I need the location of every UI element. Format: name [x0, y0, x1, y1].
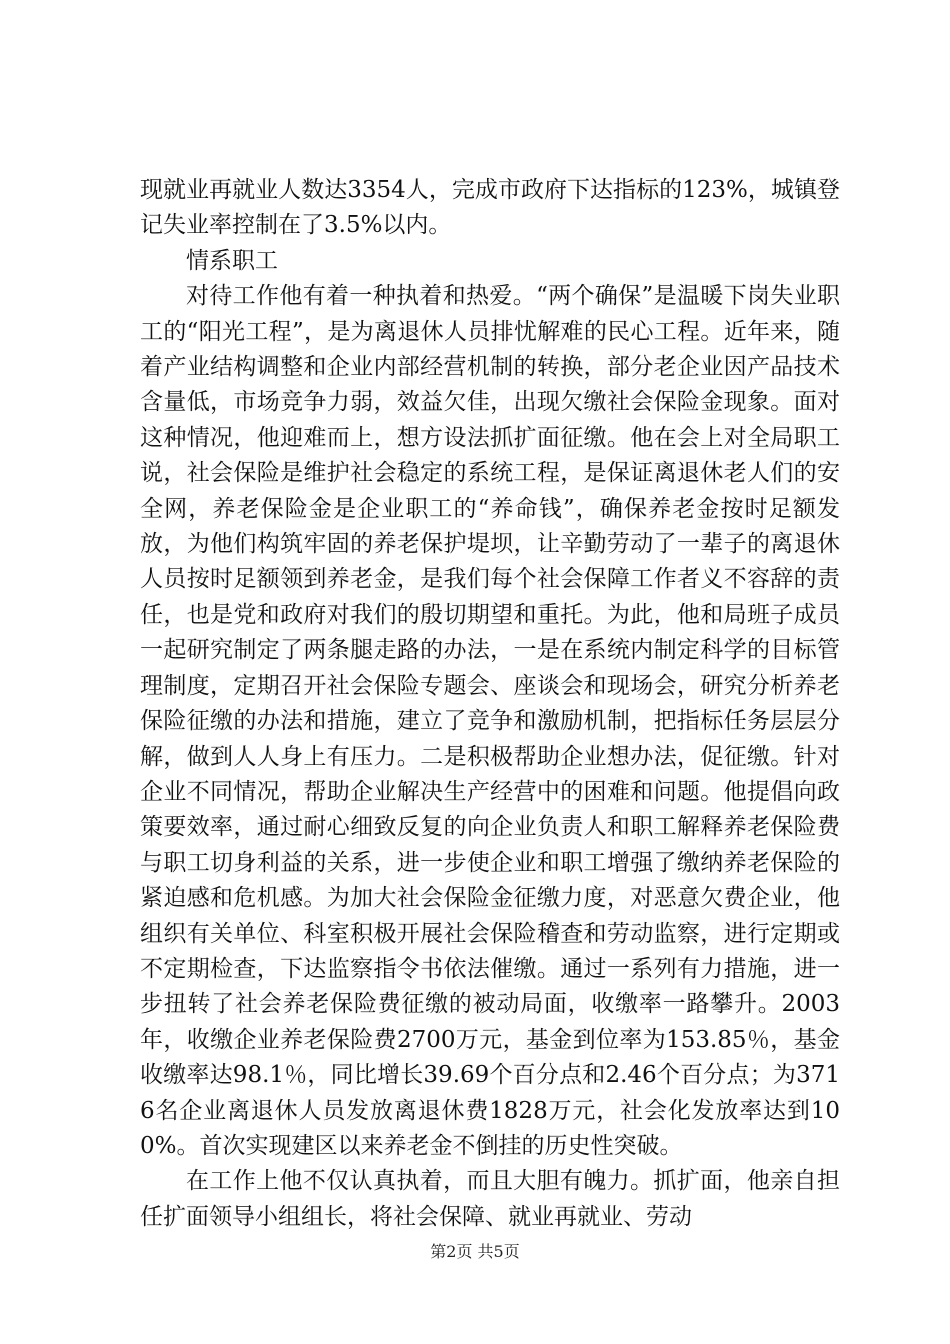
- paragraph-continuation: 现就业再就业人数达3354人，完成市政府下达指标的123%，城镇登记失业率控制在了3.5%以内。: [140, 177, 840, 239]
- document-body: [140, 173, 840, 1235]
- paragraph-main: 对待工作他有着一种执着和热爱。“两个确保”是温暖下岗失业职工的“阳光工程”，是为离退休人员排忧解难的民心工程。近年来，随着产业结构调整和企业内部经营机制的转换，部分老企业因产品技术含量低，市场竞争力弱，效益欠佳，出现欠缴社会保险金现象。面对这种情况，他迎难而上，想方设法抓扩面征缴。他在会上对全局职工说，社会保险是维护社会稳定的系统工程，是保证离退休老人们的安全网，养老保险金是企业职工的“养命钱”，确保养老金按时足额发放，为他们构筑牢固的养老保护堤坝，让辛勤劳动了一辈子的离退休人员按时足额领到养老金，是我们每个社会保障工作者义不容辞的责任，也是党和政府对我们的殷切期望和重托。为此，他和局班子成员一起研究制定了两条腿走路的办法，一是在系统内制定科学的目标管理制度，定期召开社会保险专题会、座谈会和现场会，研究分析养老保险征缴的办法和措施，建立了竞争和激励机制，把指标任务层层分解，做到人人身上有压力。二是积极帮助企业想办法，促征缴。针对企业不同情况，帮助企业解决生产经营中的困难和问题。他提倡向政策要效率，通过耐心细致反复的向企业负责人和职工解释养老保险费与职工切身利益的关系，进一步使企业和职工增强了缴纳养老保险的紧迫感和危机感。为加大社会保险金征缴力度，对恶意欠费企业，他组织有关单位、科室积极开展社会保险稽查和劳动监察，进行定期或不定期检查，下达监察指令书依法催缴。通过一系列有力措施，进一步扭转了社会养老保险费征缴的被动局面，收缴率一路攀升。2003年，收缴企业养老保险费2700万元，基金到位率为153.85％，基金收缴率达98.1％，同比增长39.69个百分点和2.46个百分点；为3716名企业离退休人员发放离退休费1828万元，社会化发放率达到100%。首次实现建区以来养老金不倒挂的历史性突破。: [140, 283, 840, 1159]
- section-heading: 情系职工: [186, 247, 278, 274]
- page-footer: 第2页 共5页: [430, 1242, 520, 1261]
- paragraph-next: 在工作上他不仅认真执着，而且大胆有魄力。抓扩面，他亲自担任扩面领导小组组长，将社会保障、就业再就业、劳动: [140, 1168, 840, 1230]
